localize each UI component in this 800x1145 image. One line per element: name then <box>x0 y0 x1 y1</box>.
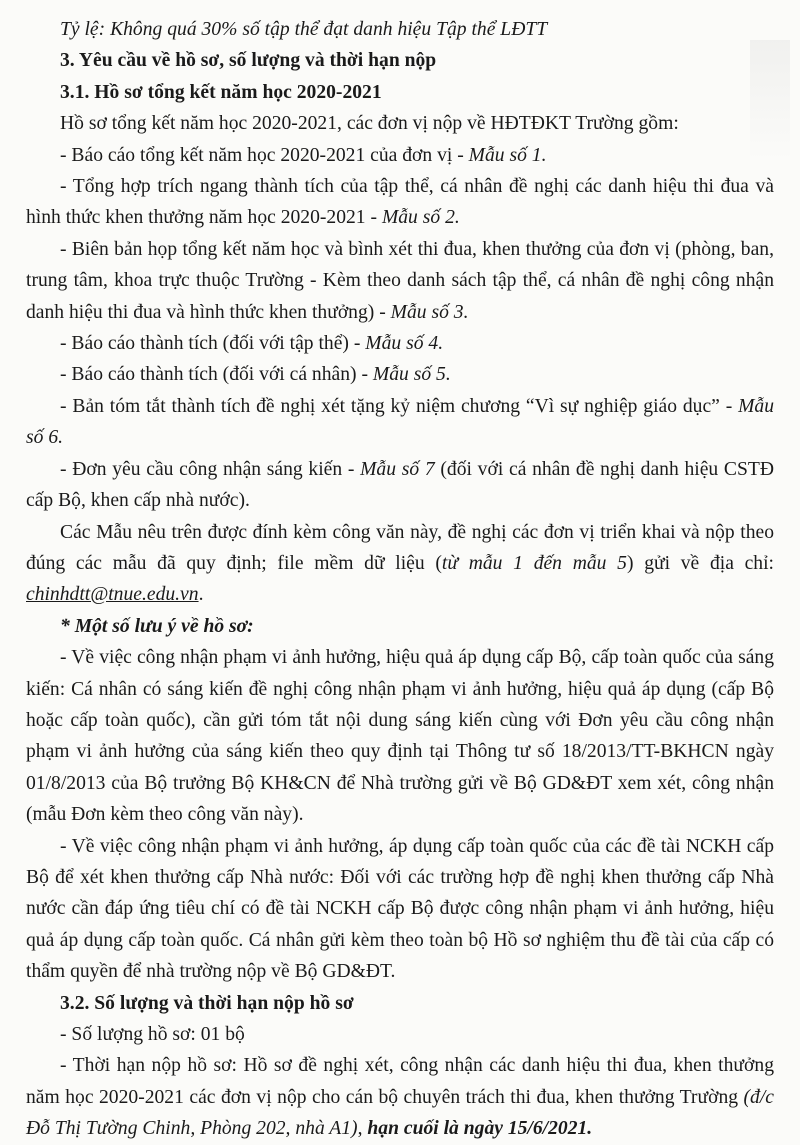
forms-note-paragraph: Các Mẫu nêu trên được đính kèm công văn này, đề nghị các đơn vị triển khai và nộp theo đúng các mẫu đã quy định; file mềm dữ liệu (từ mẫu 1 đến mẫu 5) gửi về địa chỉ: chinhdtt@tnue.edu.vn. <box>26 521 774 606</box>
form-range: từ mẫu 1 đến mẫu 5 <box>441 552 627 574</box>
list-item: - Bản tóm tắt thành tích đề nghị xét tặng kỷ niệm chương “Vì sự nghiệp giáo dục” - Mẫu số 6. <box>26 395 774 449</box>
form-ref: Mẫu số 6 <box>26 395 774 449</box>
list-item: - Biên bản họp tổng kết năm học và bình xét thi đua, khen thưởng của đơn vị (phòng, ban, trung tâm, khoa trực thuộc Trường - Kèm theo danh sách tập thể, cá nhân đề nghị công nhận danh hiệu thi đua và hình thức khen thưởng) - Mẫu số 3. <box>26 238 774 323</box>
email-link[interactable]: chinhdtt@tnue.edu.vn <box>26 584 199 606</box>
list-item: - Báo cáo thành tích (đối với cá nhân) - Mẫu số 5. <box>60 364 451 386</box>
intro-paragraph: Hồ sơ tổng kết năm học 2020-2021, các đơn vị nộp về HĐTĐKT Trường gồm: <box>60 113 679 135</box>
section-3-1-heading: 3.1. Hồ sơ tổng kết năm học 2020-2021 <box>60 81 382 103</box>
note-paragraph-2: - Về việc công nhận phạm vi ảnh hưởng, áp dụng cấp toàn quốc của các đề tài NCKH cấp Bộ để xét khen thưởng cấp Nhà nước: Đối với các trường hợp đề nghị khen thưởng cấp Nhà nước cần đáp ứng tiêu chí có đề tài NCKH cấp Bộ được công nhận phạm vi ảnh hưởng, hiệu quả áp dụng cấp toàn quốc. Cá nhân gửi kèm theo toàn bộ Hồ sơ nghiệm thu đề tài của cấp có thẩm quyền để nhà trường nộp về Bộ GD&ĐT. <box>26 835 774 983</box>
ratio-label: Tỷ lệ: <box>60 19 106 40</box>
quantity-line: - Số lượng hồ sơ: 01 bộ <box>60 1024 245 1045</box>
ratio-line <box>26 14 774 45</box>
form-ref: Mẫu số 7 <box>360 458 435 480</box>
bleed-through-shadow <box>750 40 790 160</box>
list-item: - Báo cáo thành tích (đối với tập thể) - Mẫu số 4. <box>60 333 444 355</box>
section-3-2-heading: 3.2. Số lượng và thời hạn nộp hồ sơ <box>60 992 354 1014</box>
form-ref: Mẫu số 4 <box>365 333 439 355</box>
list-item: - Tổng hợp trích ngang thành tích của tập thể, cá nhân đề nghị các danh hiệu thi đua và hình thức khen thưởng năm học 2020-2021 - Mẫu số 2. <box>26 176 774 229</box>
notes-heading: * Một số lưu ý về hồ sơ: <box>60 615 254 637</box>
ratio-text: Không quá 30% số tập thể đạt danh hiệu Tập thể LĐTT <box>105 19 548 40</box>
form-ref: Mẫu số 5 <box>372 364 446 386</box>
section-3-heading: 3. Yêu cầu về hồ sơ, số lượng và thời hạn nộp <box>60 50 437 72</box>
list-item: - Báo cáo tổng kết năm học 2020-2021 của đơn vị - Mẫu số 1. <box>60 144 547 166</box>
note-paragraph-1: - Về việc công nhận phạm vi ảnh hưởng, hiệu quả áp dụng cấp Bộ, cấp toàn quốc của sáng kiến: Cá nhân có sáng kiến đề nghị công nhận phạm vi ảnh hưởng, hiệu quả áp dụng (cấp Bộ hoặc cấp toàn quốc), cần gửi tóm tắt nội dung sáng kiến cùng với Đơn yêu cầu công nhận phạm vi ảnh hưởng của sáng kiến theo quy định tại Thông tư số 18/2013/TT-BKHCN ngày 01/8/2013 của Bộ trưởng Bộ KH&CN để Nhà trường gửi về Bộ GD&ĐT xem xét, công nhận (mẫu Đơn kèm theo công văn này). <box>26 647 774 826</box>
deadline-paragraph: - Thời hạn nộp hồ sơ: Hồ sơ đề nghị xét, công nhận các danh hiệu thi đua, khen thưởng năm học 2020-2021 các đơn vị nộp cho cán bộ chuyên trách thi đua, khen thưởng Trường (đ/c Đỗ Thị Tường Chinh, Phòng 202, nhà A1), hạn cuối là ngày 15/6/2021. <box>26 1055 774 1140</box>
form-ref: Mẫu số 2 <box>381 207 455 229</box>
list-item: - Đơn yêu cầu công nhận sáng kiến - Mẫu số 7 (đối với cá nhân đề nghị danh hiệu CSTĐ cấp Bộ, khen cấp nhà nước). <box>26 458 775 512</box>
form-ref: Mẫu số 3 <box>390 301 464 323</box>
deadline-date: hạn cuối là ngày 15/6/2021. <box>367 1118 593 1140</box>
form-ref: Mẫu số 1 <box>468 144 542 166</box>
contact-person: (đ/c Đỗ Thị Tường Chinh, Phòng 202, nhà A1) <box>26 1086 774 1140</box>
